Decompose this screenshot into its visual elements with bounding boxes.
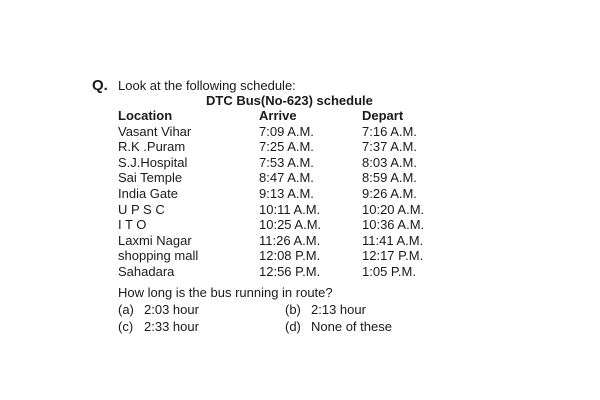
arrive-cell: 7:09 A.M. [259,123,314,139]
option-key: (a) [118,302,134,317]
question-text: How long is the bus running in route? [118,285,333,300]
depart-cell: 12:17 P.M. [362,248,424,264]
depart-cell: 9:26 A.M. [362,185,417,201]
option-b [285,302,366,318]
option-d [285,319,392,335]
header-arrive: Arrive [259,108,297,123]
option-a [118,302,199,318]
question-intro: Look at the following schedule: [118,78,296,93]
header-depart: Depart [362,108,404,123]
location-cell: Sahadara [118,263,175,279]
depart-cell: 7:37 A.M. [362,139,417,155]
arrive-cell: 7:53 A.M. [259,154,314,170]
option-text: 2:33 hour [144,319,199,334]
location-cell: Laxmi Nagar [118,232,192,248]
location-cell: R.K .Puram [118,139,186,155]
depart-cell: 11:41 A.M. [362,232,424,248]
arrive-cell: 7:25 A.M. [259,139,314,155]
depart-cell: 10:20 A.M. [362,201,425,217]
option-key: (c) [118,319,134,334]
option-text: None of these [311,319,392,334]
location-cell: Sai Temple [118,170,183,186]
arrive-cell: 12:56 P.M. [259,263,321,279]
depart-cell: 1:05 P.M. [362,263,416,279]
location-cell: S.J.Hospital [118,154,188,170]
arrive-cell: 11:26 A.M. [259,232,321,248]
arrive-cell: 12:08 P.M. [259,248,321,264]
location-cell: I T O [118,217,147,233]
location-cell: shopping mall [118,248,199,264]
arrive-cell: 10:25 A.M. [259,217,322,233]
depart-cell: 7:16 A.M. [362,123,417,139]
location-cell: India Gate [118,185,178,201]
question-number: Q. [92,77,108,94]
option-key: (b) [285,302,301,317]
arrive-cell: 8:47 A.M. [259,170,314,186]
arrive-cell: 9:13 A.M. [259,185,314,201]
depart-cell: 10:36 A.M. [362,217,425,233]
depart-cell: 8:59 A.M. [362,170,417,186]
option-text: 2:03 hour [144,302,199,317]
option-c [118,319,199,335]
option-key: (d) [285,319,301,334]
location-cell: U P S C [118,201,165,217]
option-text: 2:13 hour [311,302,366,317]
arrive-cell: 10:11 A.M. [259,201,321,217]
schedule-title: DTC Bus(No-623) schedule [206,93,373,108]
header-location: Location [118,108,173,123]
depart-cell: 8:03 A.M. [362,154,417,170]
location-cell: Vasant Vihar [118,123,192,139]
